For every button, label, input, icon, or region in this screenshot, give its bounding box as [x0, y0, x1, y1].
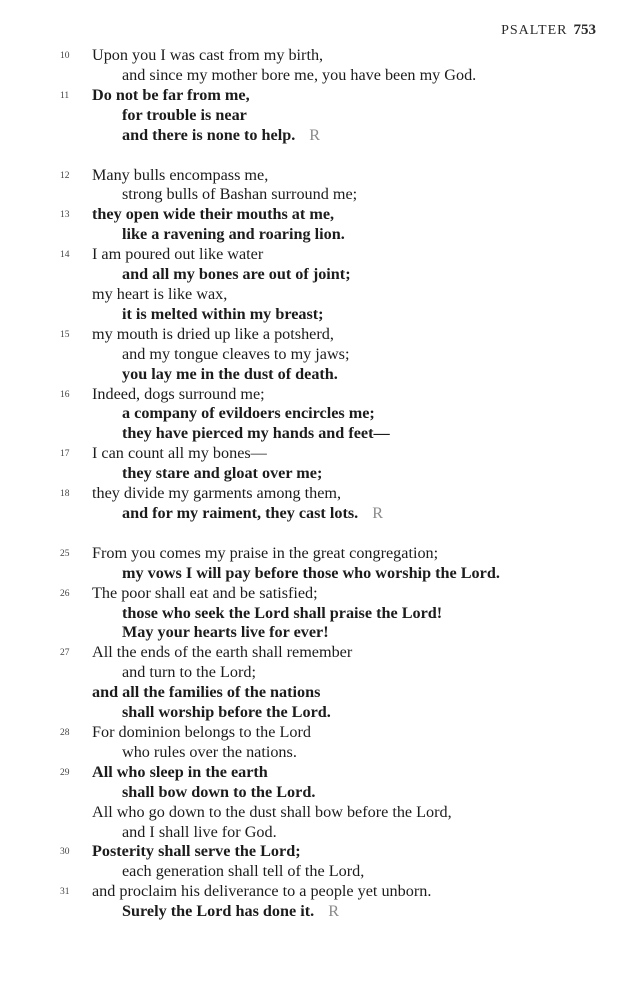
line-text: and since my mother bore me, you have been my God.: [122, 65, 477, 84]
line-text: From you comes my praise in the great congregation;: [92, 543, 439, 562]
verse-number: 28: [60, 728, 70, 738]
line-text: All who sleep in the earth: [92, 762, 268, 781]
verse-line: [92, 66, 612, 86]
verse-line: [60, 245, 612, 265]
line-text: Many bulls encompass me,: [92, 165, 269, 184]
verse-number: 29: [60, 767, 70, 778]
verse-line: [92, 683, 612, 703]
verse-line: [60, 85, 612, 106]
verse-line: [60, 324, 612, 345]
line-text: All who go down to the dust shall bow before the Lord,: [92, 802, 452, 821]
verse-line: [92, 703, 612, 723]
line-text: For dominion belongs to the Lord: [92, 723, 311, 741]
verse-number: 13: [60, 210, 70, 221]
verse-number: 12: [60, 170, 70, 181]
verse-line: [92, 743, 612, 763]
line-text: they have pierced my hands and feet—: [122, 424, 390, 443]
line-text: a company of evildoers encircles me;: [122, 404, 375, 423]
verse-number: 25: [60, 548, 70, 559]
line-text: those who seek the Lord shall praise the Lord!: [122, 603, 443, 622]
stanza: [60, 543, 612, 922]
line-text: and there is none to help.: [122, 125, 296, 144]
verse-line: [60, 842, 612, 862]
line-text: each generation shall tell of the Lord,: [122, 862, 365, 881]
verse-line: [92, 265, 612, 285]
line-text: for trouble is near: [122, 105, 247, 124]
verse-number: 30: [60, 847, 70, 858]
verse-line: [92, 783, 612, 803]
line-text: I can count all my bones—: [92, 444, 267, 463]
verse-line: [92, 225, 612, 245]
verse-line: [92, 365, 612, 385]
verse-line: [92, 126, 612, 146]
verse-line: [92, 345, 612, 365]
verse-line: [60, 384, 612, 405]
line-text: they open wide their mouths at me,: [92, 205, 335, 224]
verse-line: [60, 165, 612, 186]
verse-line: [92, 862, 612, 882]
verse-line: [92, 823, 612, 843]
line-text: you lay me in the dust of death.: [122, 364, 338, 383]
line-text: and my tongue cleaves to my jaws;: [122, 344, 350, 363]
response-mark: R: [328, 902, 339, 921]
verse-line: [92, 663, 612, 683]
line-text: and proclaim his deliverance to a people yet unborn.: [92, 882, 432, 901]
running-header: [501, 22, 596, 39]
verse-line: [92, 424, 612, 444]
line-text: May your hearts live for ever!: [122, 623, 329, 642]
line-text: Indeed, dogs surround me;: [92, 384, 265, 403]
line-text: strong bulls of Bashan surround me;: [122, 185, 358, 204]
verse-line: [60, 46, 612, 66]
verse-line: [92, 504, 612, 524]
line-text: they stare and gloat over me;: [122, 464, 323, 483]
line-text: Posterity shall serve the Lord;: [92, 842, 301, 861]
verse-line: [92, 185, 612, 205]
line-text: they divide my garments among them,: [92, 484, 342, 503]
line-text: I am poured out like water: [92, 245, 264, 264]
line-text: like a ravening and roaring lion.: [122, 225, 345, 244]
line-text: and all the families of the nations: [92, 683, 321, 702]
verse-line: [92, 305, 612, 325]
line-text: who rules over the nations.: [122, 742, 297, 761]
page-number: 753: [573, 22, 596, 38]
verse-number: 16: [60, 389, 70, 400]
verse-line: [60, 882, 612, 902]
verse-number: 27: [60, 648, 70, 659]
verse-number: 10: [60, 51, 70, 61]
line-text: my vows I will pay before those who worship the Lord.: [122, 563, 500, 582]
section-title: PSALTER: [501, 23, 568, 38]
verse-line: [60, 583, 612, 604]
line-text: it is melted within my breast;: [122, 304, 324, 323]
verse-line: [60, 205, 612, 225]
verse-number: 15: [60, 329, 70, 340]
verse-line: [92, 902, 612, 922]
line-text: All the ends of the earth shall remember: [92, 643, 353, 662]
line-text: and for my raiment, they cast lots.: [122, 503, 359, 522]
line-text: Surely the Lord has done it.: [122, 902, 315, 921]
verse-line: [60, 723, 612, 743]
line-text: and all my bones are out of joint;: [122, 265, 351, 284]
verse-number: 26: [60, 588, 70, 599]
line-text: shall bow down to the Lord.: [122, 782, 316, 801]
verse-line: [92, 404, 612, 424]
line-text: my mouth is dried up like a potsherd,: [92, 324, 334, 343]
line-text: shall worship before the Lord.: [122, 703, 331, 722]
verse-number: 31: [60, 887, 70, 898]
verse-line: [60, 643, 612, 663]
verse-line: [92, 623, 612, 643]
verse-line: [92, 604, 612, 624]
line-text: Upon you I was cast from my birth,: [92, 46, 324, 64]
line-text: and turn to the Lord;: [122, 663, 256, 682]
verse-line: [60, 543, 612, 564]
verse-line: [92, 564, 612, 584]
verse-line: [92, 803, 612, 823]
verse-number: 17: [60, 449, 70, 460]
line-text: and I shall live for God.: [122, 822, 277, 841]
line-text: Do not be far from me,: [92, 85, 250, 104]
psalm-text: [60, 46, 612, 922]
response-mark: R: [372, 503, 384, 522]
verse-number: 18: [60, 489, 70, 500]
verse-line: [60, 444, 612, 464]
line-text: The poor shall eat and be satisfied;: [92, 583, 318, 602]
verse-number: 11: [60, 90, 70, 101]
line-text: my heart is like wax,: [92, 284, 228, 303]
stanza: [60, 165, 612, 524]
verse-number: 14: [60, 250, 70, 261]
verse-line: [92, 464, 612, 484]
verse-line: [92, 285, 612, 305]
verse-line: [60, 762, 612, 783]
stanza: [60, 46, 612, 146]
verse-line: [60, 484, 612, 504]
verse-line: [92, 106, 612, 126]
response-mark: R: [309, 125, 321, 144]
